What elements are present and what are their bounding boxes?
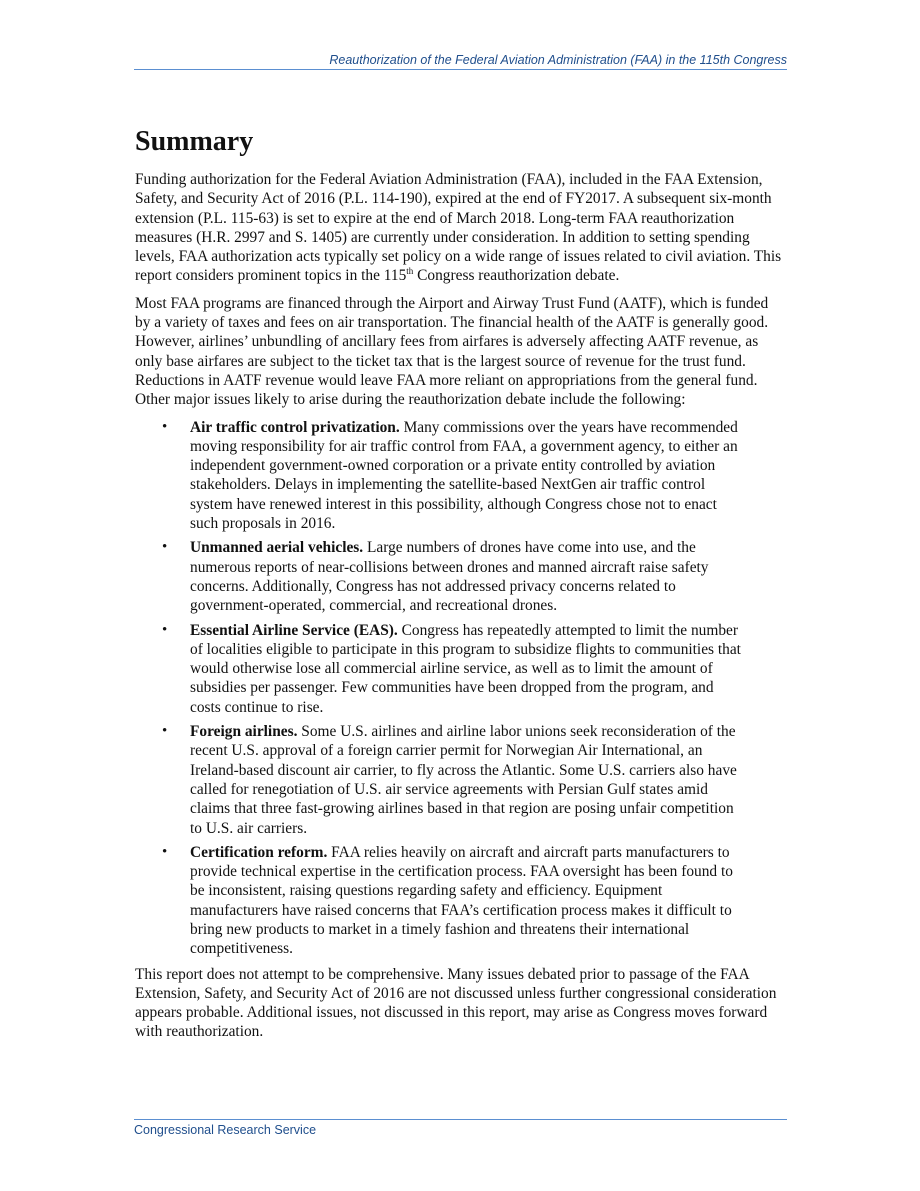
bullet-marker: • <box>162 539 168 556</box>
bullet-marker: • <box>162 621 168 638</box>
summary-paragraph-2: Most FAA programs are financed through the Airport and Airway Trust Fund (AATF), which is funded by a variety of taxes and fees on air transportation. The financial health of the AATF is generally good. However, airlines’ unbundling of ancillary fees from airfares is adversely affecting AATF revenue, as only base airfares are subject to the ticket tax that is the largest source of revenue for the trust fund. Reductions in AATF revenue would leave FAA more reliant on appropriations from the general fund. Other major issues likely to arise during the reauthorization debate include the following: <box>135 294 769 409</box>
issue-title: Unmanned aerial vehicles. <box>190 539 364 557</box>
issue-item-essential-airline-service <box>135 621 745 717</box>
issues-list <box>135 418 787 959</box>
running-header <box>134 52 787 70</box>
issue-item-unmanned-aerial-vehicles <box>135 538 745 615</box>
paragraph-1-text-a: Funding authorization for the Federal Aviation Administration (FAA), included in the FAA Extension, Safety, and Security Act of 2016 (P.L. 114-190), expired at the end of FY2017. A subsequent six-month extension (P.L. 115-63) is set to expire at the end of March 2018. Long-term FAA reauthorization measures (H.R. 2997 and S. 1405) are currently under consideration. In addition to setting spending levels, FAA authorization acts typically set policy on a wide range of issues related to civil aviation. This report considers prominent topics in the 115 <box>135 171 782 285</box>
issue-title: Essential Airline Service (EAS). <box>190 621 398 639</box>
issue-text: Some U.S. airlines and airline labor unions seek reconsideration of the recent U.S. approval of a foreign carrier permit for Norwegian Air International, an Ireland-based discount air carrier, to fly across the Atlantic. Some U.S. carriers also have called for renegotiation of U.S. air service agreements with Persian Gulf states amid claims that three fast-growing airlines based in that region are posing unfair competition to U.S. air carriers. <box>190 723 737 837</box>
issue-item-certification-reform <box>135 843 745 959</box>
bullet-marker: • <box>162 843 168 860</box>
issue-title: Certification reform. <box>190 843 328 861</box>
summary-paragraph-3: This report does not attempt to be comprehensive. Many issues debated prior to passage of the FAA Extension, Safety, and Security Act of 2016 are not discussed unless further congressional consideration appears probable. Additional issues, not discussed in this report, may arise as Congress moves forward with reauthorization. <box>135 965 777 1041</box>
running-footer <box>134 1119 787 1138</box>
footer-organization: Congressional Research Service <box>134 1123 317 1137</box>
issue-item-foreign-airlines <box>135 722 745 838</box>
running-header-title: Reauthorization of the Federal Aviation Administration (FAA) in the 115th Congress <box>329 53 787 67</box>
issue-text: Congress has repeatedly attempted to limit the number of localities eligible to participate in this program to subsidize flights to communities that would otherwise lose all commercial airline service, as well as to limit the amount of subsidies per passenger. Few communities have been dropped from the program, and costs continue to rise. <box>190 621 741 716</box>
issue-title: Foreign airlines. <box>190 723 298 741</box>
bullet-marker: • <box>162 723 168 740</box>
issue-text: Many commissions over the years have recommended moving responsibility for air traffic control from FAA, a government agency, to either an independent government-owned corporation or a private entity controlled by aviation stakeholders. Delays in implementing the satellite-based NextGen air traffic control system have renewed interest in this possibility, although Congress chose not to enact such proposals in 2016. <box>190 418 738 533</box>
ordinal-superscript: th <box>406 266 414 277</box>
issue-text: Large numbers of drones have come into use, and the numerous reports of near-collisions between drones and manned aircraft raise safety concerns. Additionally, Congress has not addressed privacy concerns related to government-operated, commercial, and recreational drones. <box>190 539 709 615</box>
paragraph-1-text-b: Congress reauthorization debate. <box>413 267 620 285</box>
section-heading: Summary <box>135 126 254 157</box>
summary-section <box>135 124 787 1050</box>
summary-paragraph-1 <box>135 170 787 286</box>
issue-text: FAA relies heavily on aircraft and aircraft parts manufacturers to provide technical expertise in the certification process. FAA oversight has been found to be inconsistent, raising questions regarding safety and efficiency. Equipment manufacturers have raised concerns that FAA’s certification process makes it difficult to bring new products to market in a timely fashion and threatens their international competitiveness. <box>190 843 733 958</box>
issue-title: Air traffic control privatization. <box>190 418 400 436</box>
issue-item-atc-privatization <box>135 418 745 534</box>
bullet-marker: • <box>162 418 168 435</box>
